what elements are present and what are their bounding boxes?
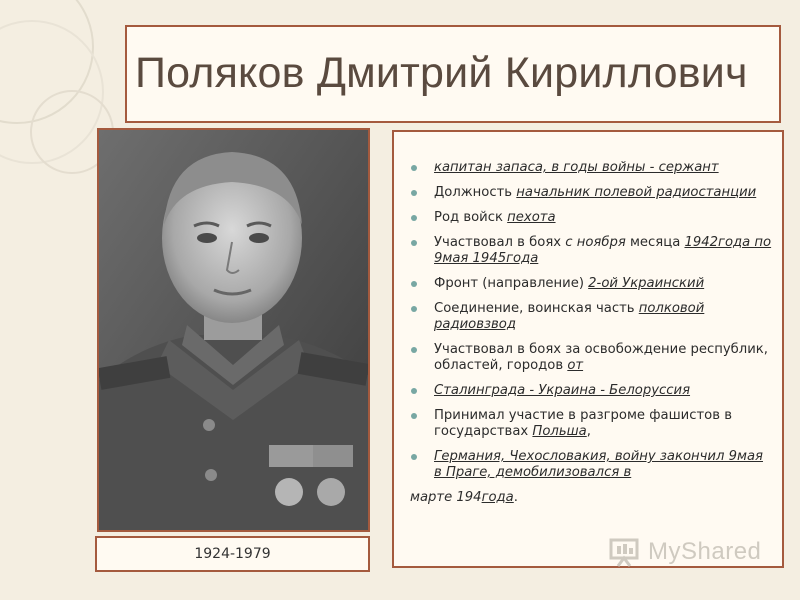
fact-value: от	[567, 358, 584, 373]
fact-value: Польша	[532, 424, 587, 439]
fact-label: Должность	[434, 185, 517, 200]
watermark	[608, 536, 778, 572]
info-panel	[392, 130, 784, 568]
fact-value: года	[481, 490, 514, 505]
bullet-icon	[411, 240, 417, 246]
bullet-icon	[411, 215, 417, 221]
fact-value: начальник полевой радиостанции	[516, 185, 757, 200]
fact-label: Фронт (направление)	[434, 276, 589, 291]
fact-branch	[394, 210, 774, 226]
fact-value: с ноября	[565, 235, 626, 250]
title-box	[125, 25, 781, 123]
fact-value: Германия, Чехословакия, войну закончил 9мая в Праге, демобилизовался в	[434, 449, 763, 480]
fact-value: полковой радиовзвод	[434, 301, 705, 332]
fact-war-end	[394, 449, 774, 481]
fact-liberation	[394, 342, 774, 374]
fact-value: 1942года по 9мая 1945года	[434, 235, 772, 266]
fact-label: Род войск	[434, 210, 508, 225]
bullet-icon	[411, 454, 417, 460]
fact-text: капитан запаса, в годы войны - сержант	[434, 160, 719, 175]
years-box	[95, 536, 370, 572]
bullet-icon	[411, 306, 417, 312]
fact-label: Участвовал в боях	[434, 235, 566, 250]
facts-list	[394, 160, 774, 515]
fact-position	[394, 185, 774, 201]
fact-front	[394, 276, 774, 292]
fact-label: месяца	[625, 235, 685, 250]
presentation-board-icon	[608, 536, 642, 570]
fact-value: 2-ой Украинский	[588, 276, 705, 291]
fact-value: пехота	[507, 210, 556, 225]
fact-value: марте 194	[410, 490, 482, 505]
portrait-image	[99, 130, 368, 530]
bullet-icon	[411, 281, 417, 287]
fact-label: Принимал участие в разгроме фашистов в государствах	[434, 408, 732, 439]
fact-participation	[394, 408, 774, 440]
fact-value: Сталинграда - Украина - Белоруссия	[434, 383, 691, 398]
fact-rank	[394, 160, 774, 176]
fact-demobilization	[394, 490, 774, 506]
watermark-text: MyShared	[648, 538, 762, 565]
life-years: 1924-1979	[194, 546, 271, 562]
bullet-icon	[411, 347, 417, 353]
portrait-photo	[97, 128, 370, 532]
fact-label: Соединение, воинская часть	[434, 301, 639, 316]
fact-route	[394, 383, 774, 399]
fact-unit	[394, 301, 774, 333]
slide-title: Поляков Дмитрий Кириллович	[135, 49, 748, 97]
fact-period	[394, 235, 774, 267]
bullet-icon	[411, 413, 417, 419]
bullet-icon	[411, 190, 417, 196]
fact-label: .	[513, 490, 518, 505]
bullet-icon	[411, 165, 417, 171]
fact-label: Участвовал в боях за освобождение республик, областей, городов	[434, 342, 768, 373]
fact-label: ,	[586, 424, 591, 439]
bullet-icon	[411, 388, 417, 394]
